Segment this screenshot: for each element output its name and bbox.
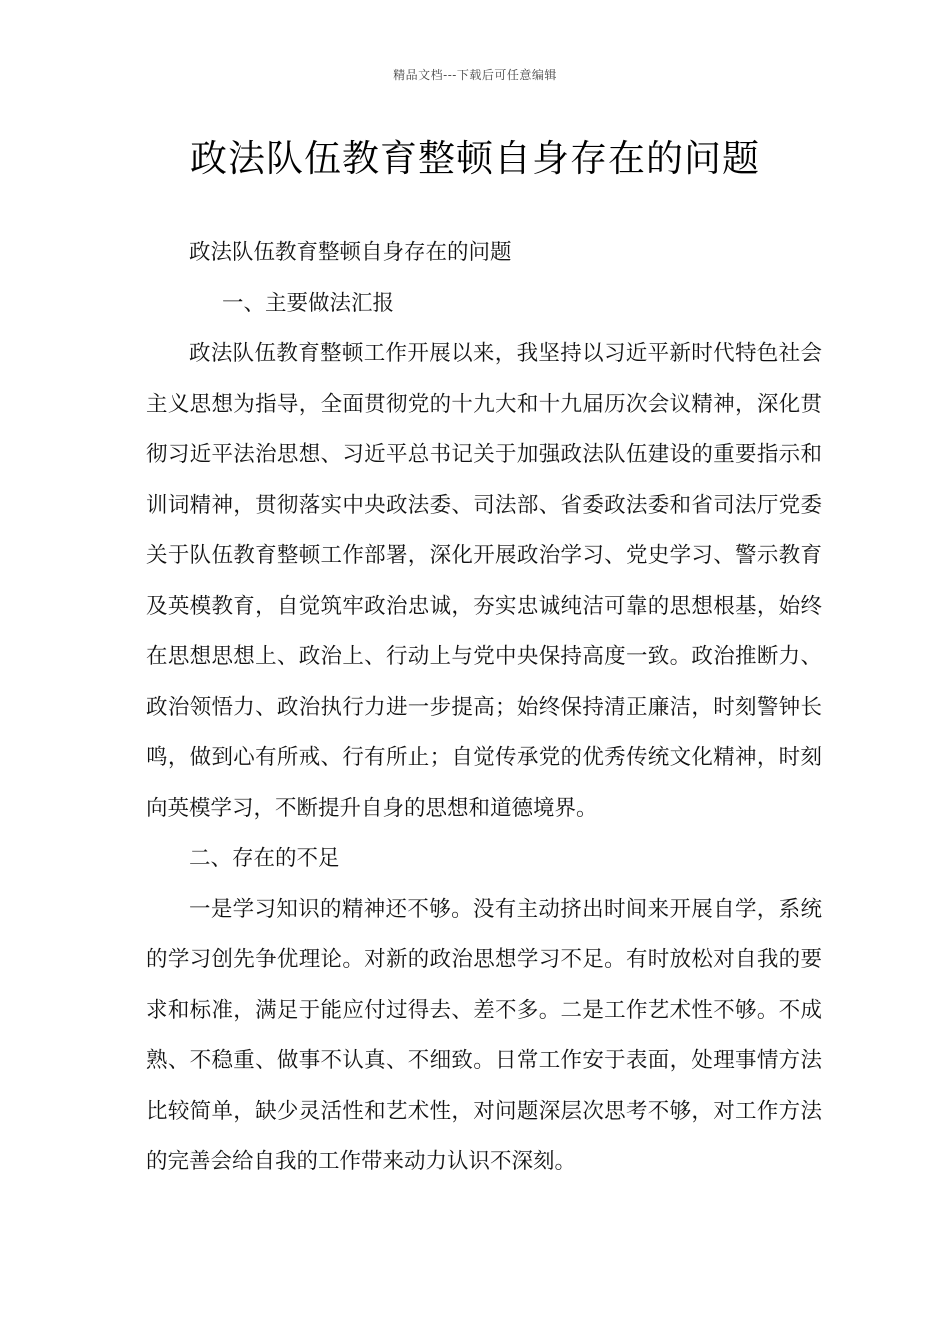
section-2-paragraph: 一是学习知识的精神还不够。没有主动挤出时间来开展自学，系统的学习创先争优理论。对新的政治思想学习不足。有时放松对自我的要求和标准，满足于能应付过得去、差不多。二是工作艺术性不够。不成熟、不稳重、做事不认真、不细致。日常工作安于表面，处理事情方法比较简单，缺少灵活性和艺术性，对问题深层次思考不够，对工作方法的完善会给自我的工作带来动力认识不深刻。 [146,896,822,1174]
section-heading-2: 二、存在的不足 [189,846,340,871]
document-title: 政法队伍教育整顿自身存在的问题 [190,137,760,180]
section-1-paragraph: 政法队伍教育整顿工作开展以来，我坚持以习近平新时代特色社会主义思想为指导，全面贯彻党的十九大和十九届历次会议精神，深化贯彻习近平法治思想、习近平总书记关于加强政法队伍建设的重要指示和训词精神，贯彻落实中央政法委、司法部、省委政法委和省司法厅党委关于队伍教育整顿工作部署，深化开展政治学习、党史学习、警示教育及英模教育，自觉筑牢政治忠诚，夯实忠诚纯洁可靠的思想根基，始终在思想思想上、政治上、行动上与党中央保持高度一致。政治推断力、政治领悟力、政治执行力进一步提高；始终保持清正廉洁，时刻警钟长鸣，做到心有所戒、行有所止；自觉传承党的优秀传统文化精神，时刻向英模学习，不断提升自身的思想和道德境界。 [146,341,822,821]
section-heading-1: 一、主要做法汇报 [222,290,395,316]
header-note: 精品文档---下载后可任意编辑 [393,68,557,82]
document-subtitle: 政法队伍教育整顿自身存在的问题 [189,240,512,265]
document-body [146,228,822,1188]
